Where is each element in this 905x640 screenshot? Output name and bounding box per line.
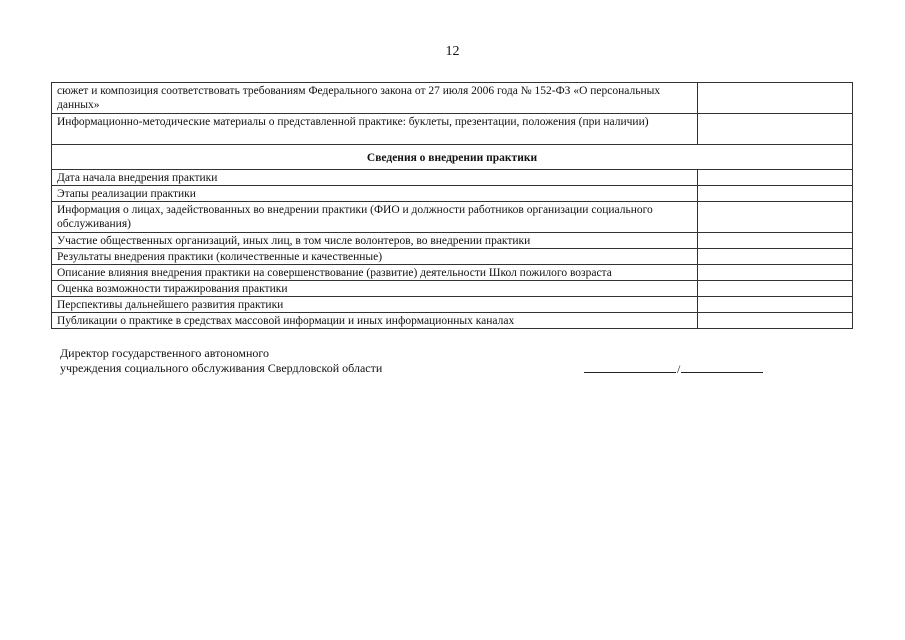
table-row	[52, 249, 853, 265]
row-value[interactable]	[698, 313, 853, 329]
row-label: Результаты внедрения практики (количественные и качественные)	[52, 249, 698, 265]
row-value[interactable]	[698, 114, 853, 145]
row-value[interactable]	[698, 297, 853, 313]
row-label: Участие общественных организаций, иных лиц, в том числе волонтеров, во внедрении практики	[52, 233, 698, 249]
table-row	[52, 202, 853, 233]
row-label: Информация о лицах, задействованных во внедрении практики (ФИО и должности работников организации социального обслуживания)	[52, 202, 698, 233]
row-value[interactable]	[698, 170, 853, 186]
signature-blank[interactable]	[584, 361, 676, 373]
signatory-title-line-2: учреждения социального обслуживания Свердловской области	[60, 361, 383, 375]
table-row	[52, 170, 853, 186]
row-label: Перспективы дальнейшего развития практики	[52, 297, 698, 313]
signature-separator: /	[677, 362, 681, 376]
table-row	[52, 233, 853, 249]
table-row	[52, 265, 853, 281]
signature-fields	[584, 361, 763, 377]
table-row	[52, 114, 853, 145]
table-row	[52, 297, 853, 313]
row-value[interactable]	[698, 186, 853, 202]
table-row	[52, 83, 853, 114]
row-label: Информационно-методические материалы о представленной практике: буклеты, презентации, положения (при наличии)	[52, 114, 698, 145]
table-row	[52, 281, 853, 297]
row-label: Публикации о практике в средствах массовой информации и иных информационных каналах	[52, 313, 698, 329]
row-value[interactable]	[698, 202, 853, 233]
row-label: Дата начала внедрения практики	[52, 170, 698, 186]
row-label: Этапы реализации практики	[52, 186, 698, 202]
row-label: сюжет и композиция соответствовать требованиям Федерального закона от 27 июля 2006 года № 152-ФЗ «О персональных данных»	[52, 83, 698, 114]
row-value[interactable]	[698, 281, 853, 297]
row-value[interactable]	[698, 233, 853, 249]
row-value[interactable]	[698, 265, 853, 281]
row-label: Оценка возможности тиражирования практики	[52, 281, 698, 297]
signatory-title-line-1: Директор государственного автономного	[60, 346, 270, 360]
table-row	[52, 313, 853, 329]
page-number: 12	[445, 44, 460, 59]
practice-form-table	[51, 82, 853, 329]
row-value[interactable]	[698, 249, 853, 265]
signature-block	[60, 346, 820, 376]
row-label: Описание влияния внедрения практики на совершенствование (развитие) деятельности Школ пожилого возраста	[52, 265, 698, 281]
row-value[interactable]	[698, 83, 853, 114]
name-blank[interactable]	[681, 361, 763, 373]
section-header-row	[52, 145, 853, 170]
table-row	[52, 186, 853, 202]
section-title: Сведения о внедрении практики	[52, 145, 853, 170]
